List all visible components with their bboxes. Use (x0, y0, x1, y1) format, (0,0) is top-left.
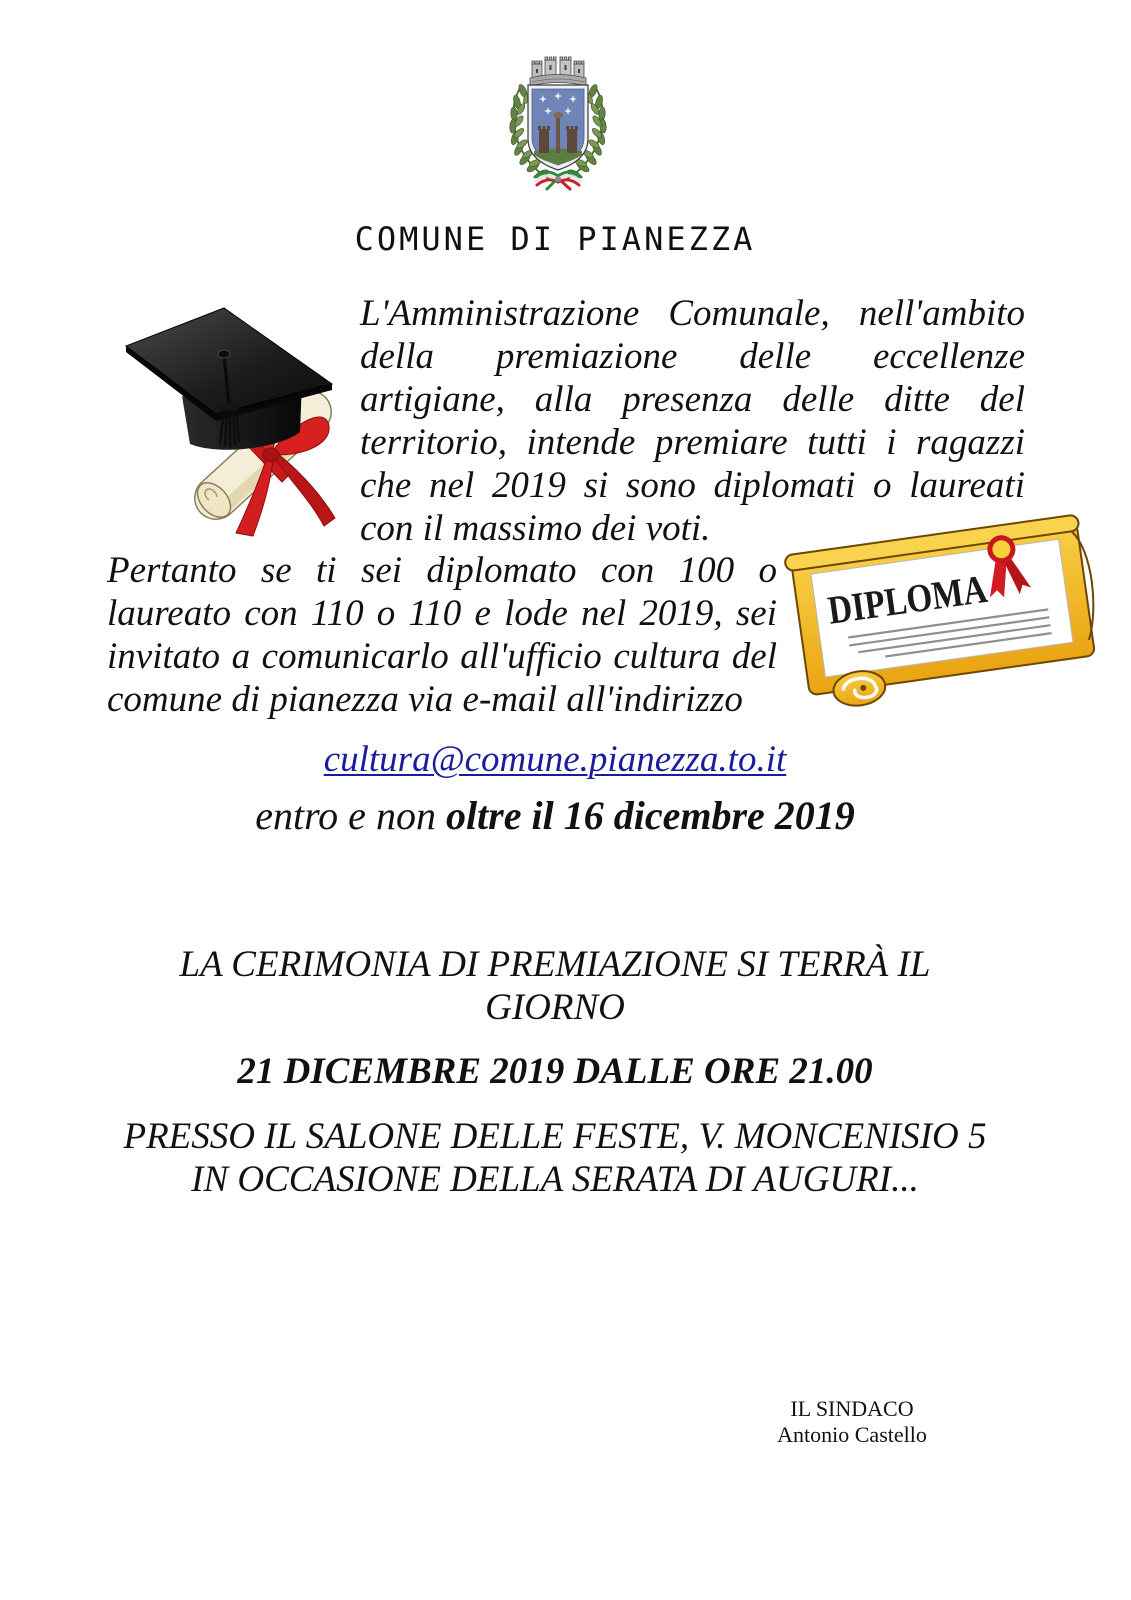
ceremony-venue-line: PRESSO IL SALONE DELLE FESTE, V. MONCENISIO 5 (123, 1116, 987, 1157)
page-title: COMUNE DI PIANEZZA (354, 220, 756, 258)
intro-line: che nel 2019 si sono diplomati o laureati (360, 465, 1025, 506)
signature-block (752, 1396, 952, 1448)
invite-line: Pertanto se ti sei diplomato con 100 o (107, 550, 777, 591)
deadline (0, 793, 1110, 839)
diploma-label: DIPLOMA (825, 561, 1023, 633)
graduation-cap-icon (120, 286, 338, 538)
intro-line: territorio, intende premiare tutti i ragazzi (360, 422, 1025, 463)
deadline-prefix: entro e non (255, 793, 436, 838)
intro-line: con il massimo dei voti. (360, 508, 711, 549)
invite-line: laureato con 110 o 110 e lode nel 2019, sei (107, 593, 777, 634)
deadline-date: oltre il 16 dicembre 2019 (445, 793, 855, 838)
intro-line: L'Amministrazione Comunale, nell'ambito (360, 293, 1025, 334)
mural-crown (530, 57, 586, 86)
invite-line: invitato a comunicarlo all'ufficio cultura del (107, 636, 777, 677)
coat-of-arms-icon (503, 47, 613, 192)
shield (528, 85, 588, 170)
diploma-icon (783, 508, 1105, 714)
email-link[interactable]: cultura@comune.pianezza.to.it (323, 739, 787, 780)
intro-line: artigiane, alla presenza delle ditte del (360, 379, 1025, 420)
invite-line: comune di pianezza via e-mail all'indirizzo (107, 679, 743, 720)
ceremony-venue-line: IN OCCASIONE DELLA SERATA DI AUGURI... (191, 1159, 919, 1200)
ceremony-announcement-line: GIORNO (485, 987, 625, 1028)
signature-role: IL SINDACO (790, 1396, 914, 1421)
intro-line: della premiazione delle eccellenze (360, 336, 1025, 377)
ceremony-date-time: 21 DICEMBRE 2019 DALLE ORE 21.00 (237, 1051, 873, 1092)
email-row (0, 738, 1110, 781)
ceremony-announcement-line: LA CERIMONIA DI PREMIAZIONE SI TERRÀ IL (179, 944, 931, 985)
invite-paragraph (107, 549, 777, 721)
signature-name: Antonio Castello (777, 1422, 927, 1447)
